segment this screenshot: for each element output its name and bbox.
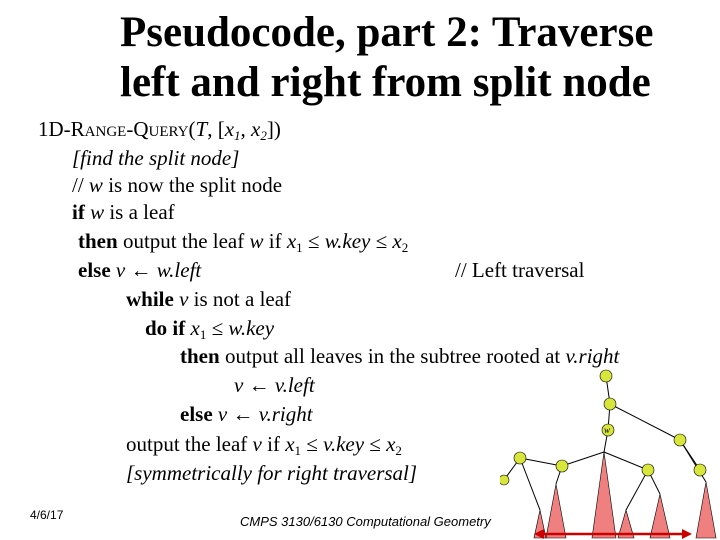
text: output all leaves in the subtree rooted at bbox=[219, 344, 566, 368]
kw-if: if bbox=[72, 200, 85, 224]
comment-slashes: // bbox=[72, 173, 89, 197]
arg-x1: x bbox=[224, 117, 235, 141]
paren-open: ( bbox=[188, 117, 196, 141]
assign-v-right: v ← v.right bbox=[212, 402, 313, 426]
var-v: v bbox=[252, 432, 262, 456]
title-line-2: left and right from split node bbox=[120, 59, 651, 106]
function-name: 1D-Range-Query bbox=[38, 117, 189, 141]
var-w-key: w.key bbox=[324, 229, 371, 253]
le-symbol: ≤ bbox=[302, 229, 325, 253]
var-v: v bbox=[173, 287, 189, 311]
comment-text: is now the split node bbox=[102, 173, 283, 197]
arg-sep: , [ bbox=[207, 117, 225, 141]
tree-diagram bbox=[500, 360, 720, 540]
node-w-label: w bbox=[604, 425, 611, 435]
var-x2: x bbox=[386, 432, 396, 456]
var-x1: x bbox=[286, 229, 297, 253]
title-line-1: Pseudocode, part 2: Traverse bbox=[120, 9, 654, 56]
arg-x2-sub: 2 bbox=[260, 128, 267, 143]
sub-2: 2 bbox=[395, 443, 402, 458]
kw-while: while bbox=[126, 287, 174, 311]
sub-2: 2 bbox=[401, 240, 409, 255]
var-w-key: w.key bbox=[228, 316, 275, 340]
comment-left-traversal: // Left traversal bbox=[455, 258, 585, 282]
code-line-do-if bbox=[145, 315, 274, 341]
kw-else: else bbox=[78, 258, 111, 282]
code-line-v-left: v ← v.left bbox=[234, 373, 315, 397]
assign-v-left: v ← w.left bbox=[110, 258, 202, 282]
paren-close: ]) bbox=[266, 117, 281, 141]
le-symbol: ≤ bbox=[301, 432, 324, 456]
var-x2: x bbox=[392, 229, 402, 253]
code-line-then-output bbox=[78, 228, 408, 254]
var-w: w bbox=[249, 229, 264, 253]
var-v-key: v.key bbox=[323, 432, 365, 456]
code-line-output-leaf-v bbox=[126, 431, 402, 457]
kw-do-if: do if bbox=[145, 316, 186, 340]
var-w: w bbox=[88, 173, 103, 197]
code-signature bbox=[38, 116, 281, 142]
sub-1: 1 bbox=[296, 240, 303, 255]
kw-then: then bbox=[180, 344, 220, 368]
le-symbol-2: ≤ bbox=[370, 229, 393, 253]
text-if: if bbox=[263, 229, 287, 253]
text: output the leaf bbox=[126, 432, 253, 456]
code-line-find-split: [find the split node] bbox=[72, 146, 240, 170]
le-symbol: ≤ bbox=[206, 316, 229, 340]
arg-x2: x bbox=[251, 117, 261, 141]
code-line-comment-w bbox=[72, 172, 282, 198]
slide-footer-course: CMPS 3130/6130 Computational Geometry bbox=[240, 514, 491, 529]
code-line-else-left bbox=[78, 257, 201, 283]
kw-then: then bbox=[78, 229, 118, 253]
sub-1: 1 bbox=[294, 443, 302, 458]
code-line-symmetric: [symmetrically for right traversal] bbox=[126, 461, 418, 485]
text: is a leaf bbox=[104, 200, 175, 224]
arg-T: T bbox=[195, 117, 208, 141]
text-if: if bbox=[261, 432, 286, 456]
code-line-while bbox=[126, 286, 291, 312]
sub-1: 1 bbox=[199, 327, 207, 342]
text: is not a leaf bbox=[188, 287, 292, 311]
var-v-right: v.right bbox=[565, 344, 620, 368]
var-x1: x bbox=[185, 316, 200, 340]
arg-x1-sub: 1 bbox=[234, 128, 241, 143]
kw-else: else bbox=[180, 402, 213, 426]
var-x1: x bbox=[285, 432, 295, 456]
text: output the leaf bbox=[117, 229, 250, 253]
code-line-if-leaf bbox=[72, 199, 175, 225]
var-w: w bbox=[84, 200, 105, 224]
arg-sep-2: , bbox=[240, 117, 252, 141]
slide-date: 4/6/17 bbox=[30, 508, 64, 522]
code-line-else-right bbox=[180, 401, 313, 427]
le-symbol-2: ≤ bbox=[364, 432, 387, 456]
